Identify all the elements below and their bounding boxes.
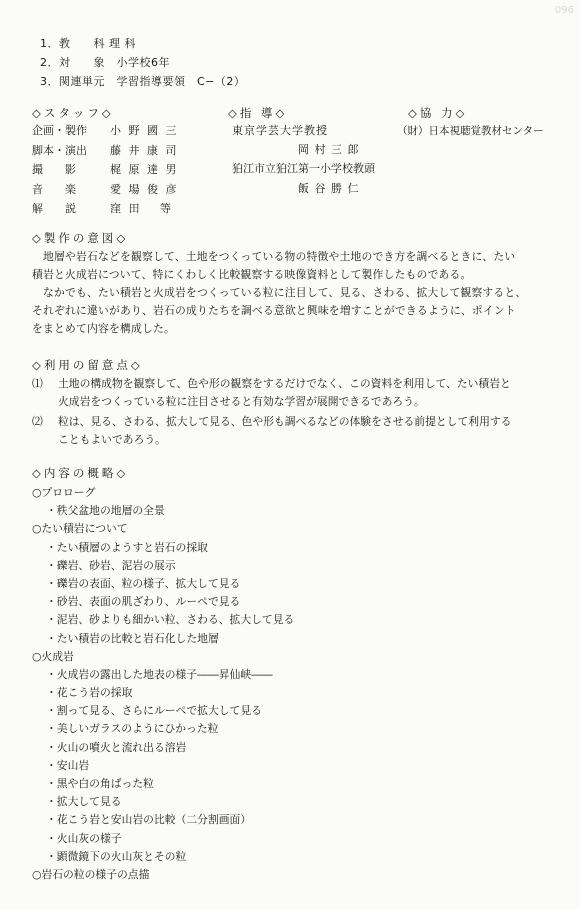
note-line: 火成岩をつくっている粒に注目させると有効な学習が展開できるであろう。 (58, 395, 425, 408)
outline-item: ・火山の噴火と流れ出る溶岩 (46, 740, 187, 754)
staff-name: 愛 場 俊 彦 (110, 182, 179, 196)
staff-name: 窪 田 等 (110, 202, 173, 215)
note-item (32, 375, 562, 411)
staff-role: 脚本・演出 (32, 143, 87, 157)
outline-item: ・顕微鏡下の火山灰とその粒 (46, 849, 187, 863)
unit-line: 3．関連単元 学習指導要領 C−（2） (40, 75, 246, 88)
intent-line: 積岩と火成岩について、特にくわしく比較観察する映像資料として製作したものである。 (32, 268, 472, 281)
outline-item: ・火山灰の様子 (46, 831, 122, 845)
staff-row (32, 122, 179, 142)
note-line: こともよいであろう。 (58, 433, 166, 446)
target-line: 2．対 象 小学校6年 (40, 56, 170, 69)
outline-item: ・秩父盆地の地層の全景 (46, 504, 165, 518)
intent-line: なかでも、たい積岩と火成岩をつくっている粒に注目して、見る、さわる、拡大して観察すると、 (32, 286, 527, 299)
outline-item: ・拡大して見る (46, 795, 122, 809)
outline-item: ・火成岩の露出した地表の様子――昇仙峡―― (46, 667, 273, 681)
outline-item: ・たい積層のようすと岩石の採取 (46, 540, 208, 554)
subject-line: 1．教 科 理 科 (40, 37, 136, 50)
outline-item: ・礫岩、砂岩、泥岩の展示 (46, 558, 176, 572)
staff-row (32, 181, 179, 201)
outline-item: ○たい積岩について (32, 522, 128, 536)
intent-title: ◇製作の意図◇ (32, 231, 129, 245)
intent-body (32, 248, 526, 338)
outline-item: ・花こう岩の採取 (46, 686, 133, 700)
intent-line: 地層や岩石などを観察して、土地をつくっている物の特徴や土地のでき方を調べるときに、たい (32, 250, 516, 263)
outline-item: ・花こう岩と安山岩の比較（二分割画面） (46, 813, 252, 827)
intent-line: それぞれに違いがあり、岩石の成りたちを調べる意欲と興味を増すことができるように、ポイント (32, 304, 516, 317)
intent-line: をまとめて内容を構成した。 (32, 322, 175, 335)
outline-list (32, 484, 562, 884)
guidance-line: 飯 谷 勝 仁 (298, 182, 360, 195)
staff-row (32, 200, 179, 220)
note-line: 粒は、見る、さわる、拡大して見る、色や形も調べるなどの体験をさせる前提として利用する (58, 415, 512, 428)
outline-item: ・たい積岩の比較と岩石化した地層 (46, 631, 219, 645)
staff-name: 藤 井 康 司 (110, 143, 179, 157)
staff-role: 解 説 (32, 202, 76, 215)
guidance-line: 狛江市立狛江第一小学校教頭 (232, 162, 375, 175)
outline-item: ・泥岩、砂よりも細かい粒、さわる、拡大して見る (46, 613, 295, 627)
cooperation-line: （財）日本視聴覚教材センター (397, 125, 544, 137)
note-number: ⑵ (32, 415, 43, 428)
outline-item: ・安山岩 (46, 758, 90, 772)
staff-row (32, 161, 179, 181)
outline-item: ・美しいガラスのようにひかった粒 (46, 722, 219, 736)
note-line: 土地の構成物を観察して、色や形の観察をするだけでなく、この資料を利用して、たい積岩と (58, 377, 511, 390)
staff-role: 企画・製作 (32, 124, 87, 137)
outline-item: ○火成岩 (32, 649, 74, 663)
staff-role: 撮 影 (32, 163, 76, 176)
outline-item: ・割って見る、さらにルーペで拡大して見る (46, 704, 262, 718)
outline-item: ・礫岩の表面、粒の様子、拡大して見る (46, 576, 241, 590)
outline-title: ◇内容の概略◇ (32, 466, 129, 480)
outline-item: ・黒や白の角ばった粒 (46, 777, 154, 790)
guidance-title: ◇指 導◇ (228, 106, 288, 120)
cooperation-title: ◇協 力◇ (408, 106, 468, 120)
note-number: ⑴ (32, 377, 43, 390)
staff-title: ◇スタッフ◇ (32, 106, 114, 120)
note-item (32, 413, 562, 449)
outline-item: ・砂岩、表面の肌ざわり、ルーペで見る (46, 595, 241, 609)
guidance-line: 岡 村 三 郎 (298, 143, 360, 156)
staff-list (32, 122, 179, 220)
staff-name: 小 野 國 三 (110, 124, 179, 137)
staff-name: 梶 原 達 男 (110, 163, 179, 176)
outline-item: ○プロローグ (32, 486, 96, 499)
staff-row (32, 142, 179, 162)
staff-role: 音 楽 (32, 182, 76, 196)
guidance-line: 東京学芸大学教授 (232, 124, 328, 137)
notes-title: ◇利用の留意点◇ (32, 358, 143, 372)
page-number: 096 (554, 5, 574, 16)
outline-item: ○岩石の粒の様子の点描 (32, 867, 150, 881)
